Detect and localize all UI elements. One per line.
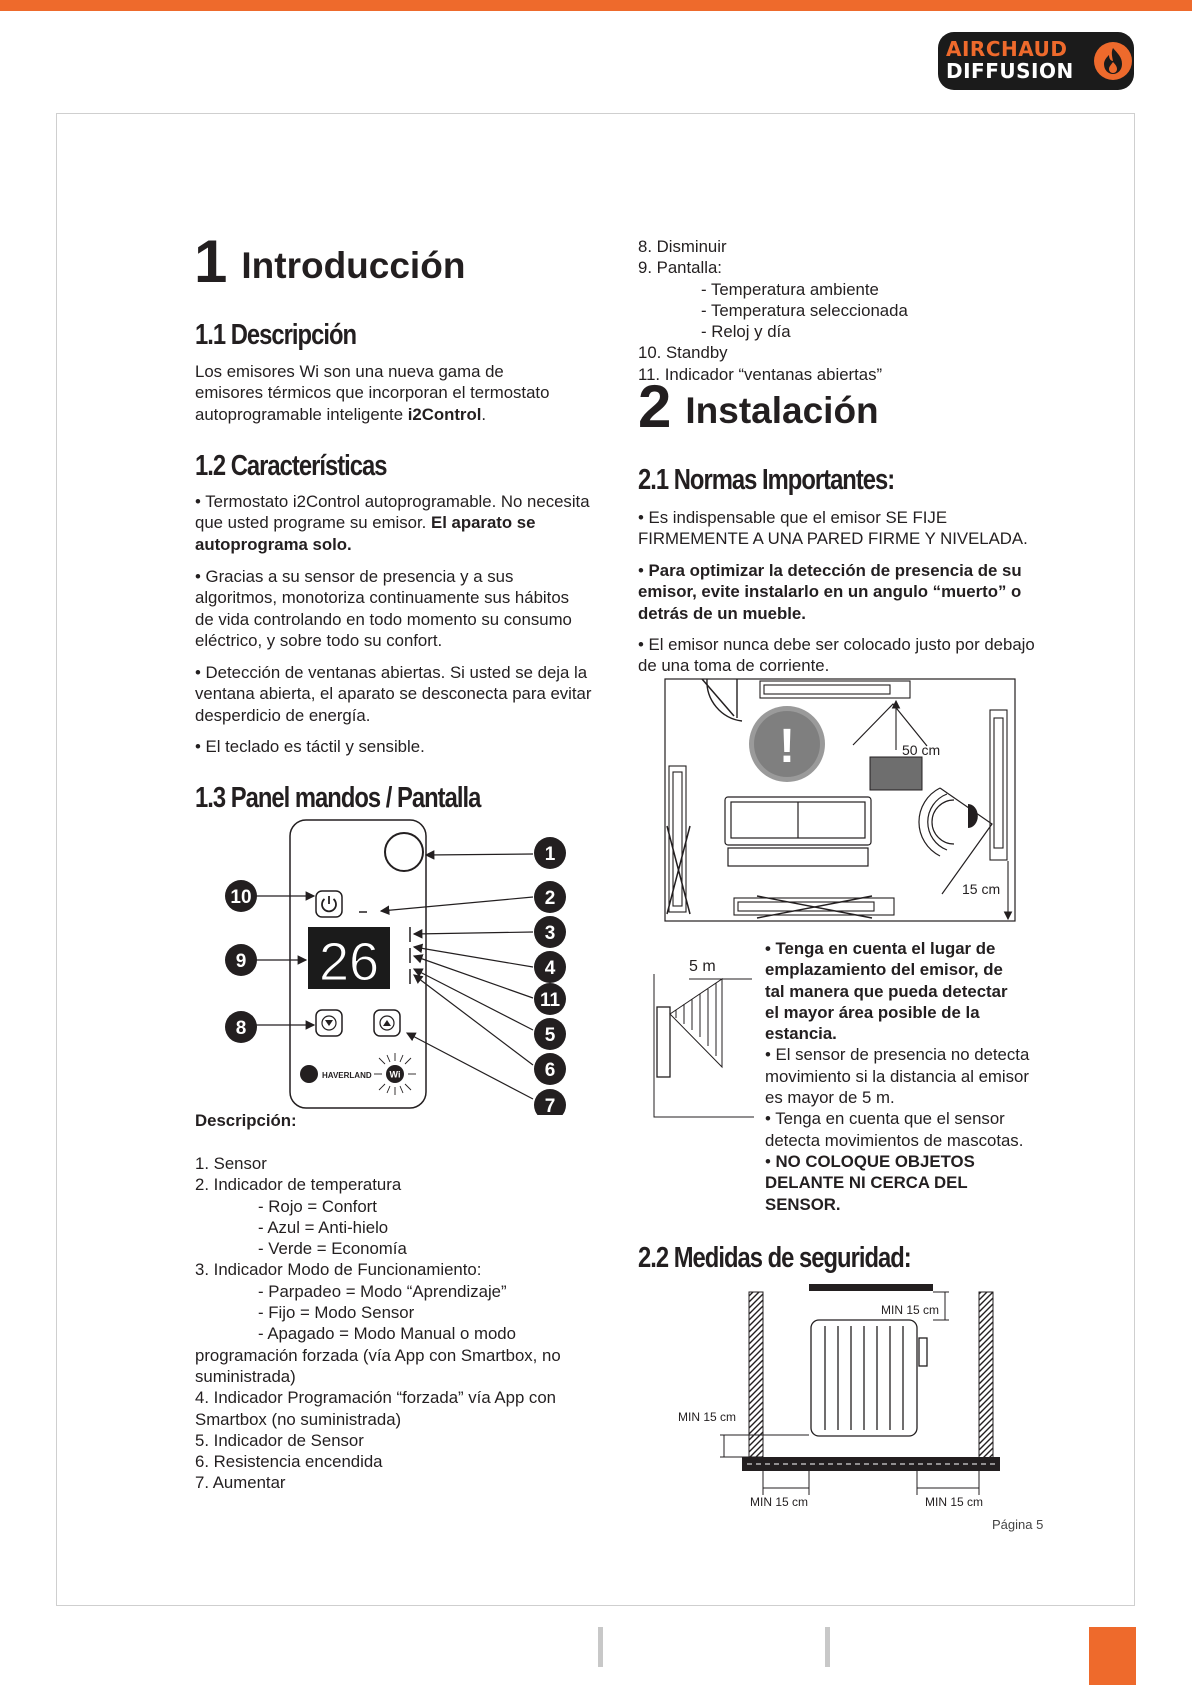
flame-icon	[1094, 42, 1132, 80]
callout-1: 1	[544, 844, 556, 865]
heater-unit	[811, 1320, 927, 1436]
label-min-left: MIN 15 cm	[678, 1410, 737, 1424]
display-value: 26	[318, 932, 380, 992]
heater-left	[667, 766, 690, 914]
callout-4: 4	[544, 958, 556, 979]
heater-top	[760, 681, 910, 698]
label-15cm: 15 cm	[962, 881, 1001, 897]
svg-text:!: !	[779, 720, 795, 773]
wi-badge	[374, 1053, 416, 1095]
list-item: - Parpadeo = Modo “Aprendizaje”	[258, 1281, 507, 1301]
s12-bullet-4: • El teclado es táctil y sensible.	[195, 737, 425, 756]
heater-right	[990, 710, 1007, 860]
description-list-continued	[638, 236, 908, 385]
list-item: 1. Sensor	[195, 1154, 267, 1173]
list-item: - Apagado = Modo Manual o modo	[258, 1324, 516, 1344]
label-min-top: MIN 15 cm	[881, 1303, 940, 1317]
callout-8: 8	[235, 1018, 247, 1039]
section-2-title: Instalación	[685, 390, 879, 431]
list-item: Smartbox (no suministrada)	[195, 1409, 402, 1429]
list-item: 2. Indicador de temperatura	[195, 1175, 402, 1195]
list-item: 6. Resistencia encendida	[195, 1452, 383, 1472]
list-item: - Temperatura ambiente	[701, 279, 879, 299]
list-item: - Azul = Anti-hielo	[258, 1217, 389, 1237]
haverland-logo-icon	[300, 1065, 318, 1083]
callout-6: 6	[544, 1060, 556, 1081]
s12-bullet-1: • Termostato i2Control autoprogramable. No necesita que usted programe su emisor. El aparato se autoprograma solo.	[195, 492, 590, 554]
sensor-circle	[385, 833, 423, 871]
list-item: - Rojo = Confort	[258, 1196, 377, 1216]
s12-heading: 1.2 Características	[195, 450, 387, 482]
s12-bullet-2: • Gracias a su sensor de presencia y a sus algoritmos, monotoriza continuamente sus hábitos de vida controlando en todo momento su consumo eléctrico, y sobre todo su confort.	[195, 567, 572, 650]
s11-line: autoprogramable inteligente i2Control.	[195, 404, 487, 424]
floor	[742, 1457, 1000, 1471]
footer-mark	[825, 1627, 830, 1667]
list-item: 8. Disminuir	[638, 237, 727, 256]
list-item: 11. Indicador “ventanas abiertas”	[638, 364, 883, 384]
warning-icon	[749, 706, 825, 782]
s13-heading: 1.3 Panel mandos / Pantalla	[195, 782, 481, 814]
list-item: 4. Indicador Programación “forzada” vía App con	[195, 1388, 556, 1408]
heater-bottom	[734, 896, 894, 918]
section-1-heading	[194, 228, 466, 295]
s21-note-3: • El emisor nunca debe ser colocado justo por debajo de una toma de corriente.	[638, 635, 1035, 676]
callout-2: 2	[544, 888, 556, 909]
section-2-number: 2	[638, 373, 672, 440]
brand-line-2: DIFFUSION	[946, 59, 1074, 83]
list-item: - Fijo = Modo Sensor	[258, 1303, 415, 1323]
label-50cm: 50 cm	[902, 742, 941, 758]
list-item: - Reloj y día	[701, 322, 791, 342]
tv-box	[870, 757, 922, 790]
s11-line: emisores térmicos que incorporan el termostato	[195, 383, 550, 403]
panel-brand-text: HAVERLAND	[322, 1071, 372, 1080]
safety-distances-diagram	[675, 1280, 1010, 1520]
list-item: 9. Pantalla:	[638, 258, 722, 278]
brand-logo	[938, 32, 1134, 90]
list-item: 5. Indicador de Sensor	[195, 1430, 364, 1450]
section-1-number: 1	[194, 228, 228, 295]
callout-5: 5	[544, 1025, 556, 1046]
section-1-title: Introducción	[241, 245, 466, 286]
brand-line-1: AIRCHAUD	[946, 37, 1068, 61]
list-item: - Temperatura seleccionada	[701, 300, 908, 320]
sofa	[725, 797, 871, 866]
list-item: 7. Aumentar	[195, 1473, 286, 1493]
page-corner-tab	[1089, 1627, 1136, 1685]
right-wall	[979, 1292, 993, 1462]
callout-11: 11	[539, 990, 561, 1011]
left-wall	[749, 1292, 763, 1462]
s12-bullet-3: • Detección de ventanas abiertas. Si usted se deja la ventana abierta, el aparato se desconecta para evitar desperdicio de energía.	[195, 663, 592, 725]
control-panel-diagram	[214, 815, 574, 1115]
label-min-bottom-left: MIN 15 cm	[750, 1495, 809, 1509]
s11-heading: 1.1 Descripción	[195, 319, 357, 351]
s21-note-2: • Para optimizar la detección de presencia de su emisor, evite instalarlo en un angulo “muerto” o detrás de un mueble.	[638, 561, 1022, 623]
shelf	[809, 1284, 933, 1291]
range-label: 5 m	[689, 958, 716, 975]
footer-mark	[598, 1627, 603, 1667]
s11-line: Los emisores Wi son una nueva gama de	[195, 362, 504, 381]
s21-note-1: • Es indispensable que el emisor SE FIJE FIRMEMENTE A UNA PARED FIRME Y NIVELADA.	[638, 508, 1028, 549]
page-number: Página 5	[992, 1517, 1044, 1532]
svg-text:Wi: Wi	[389, 1069, 401, 1080]
list-item: - Verde = Economía	[258, 1239, 407, 1259]
list-item: 3. Indicador Modo de Funcionamiento:	[195, 1260, 482, 1280]
list-item: programación forzada (vía App con Smartbox, no	[195, 1345, 561, 1365]
top-accent-bar	[0, 0, 1192, 11]
room-placement-diagram	[662, 676, 1022, 926]
callout-9: 9	[235, 951, 247, 972]
emitter-side	[657, 1007, 670, 1077]
callout-3: 3	[544, 923, 556, 944]
s11-paragraph	[195, 361, 549, 425]
s21-tips: • Tenga en cuenta el lugar de emplazamiento del emisor, de tal manera que pueda detectar el mayor área posible de la estancia. • El sensor de presencia no detecta movimiento si la distancia al emisor es mayor de 5 m. • Tenga en cuenta que el sensor detecta movimientos de mascotas. • NO COLOQUE OBJETOS DELANTE NI CERCA DEL SENSOR.	[765, 939, 1030, 1214]
label-min-bottom-right: MIN 15 cm	[925, 1495, 984, 1509]
sensor-range-diagram	[652, 952, 762, 1122]
description-list	[195, 1153, 561, 1494]
description-title: Descripción:	[195, 1111, 297, 1130]
s22-heading: 2.2 Medidas de seguridad:	[638, 1242, 911, 1274]
list-item: 10. Standby	[638, 343, 728, 363]
list-item: suministrada)	[195, 1366, 296, 1386]
callout-7: 7	[544, 1096, 556, 1115]
s21-heading: 2.1 Normas Importantes:	[638, 464, 895, 496]
callout-10: 10	[230, 887, 252, 908]
